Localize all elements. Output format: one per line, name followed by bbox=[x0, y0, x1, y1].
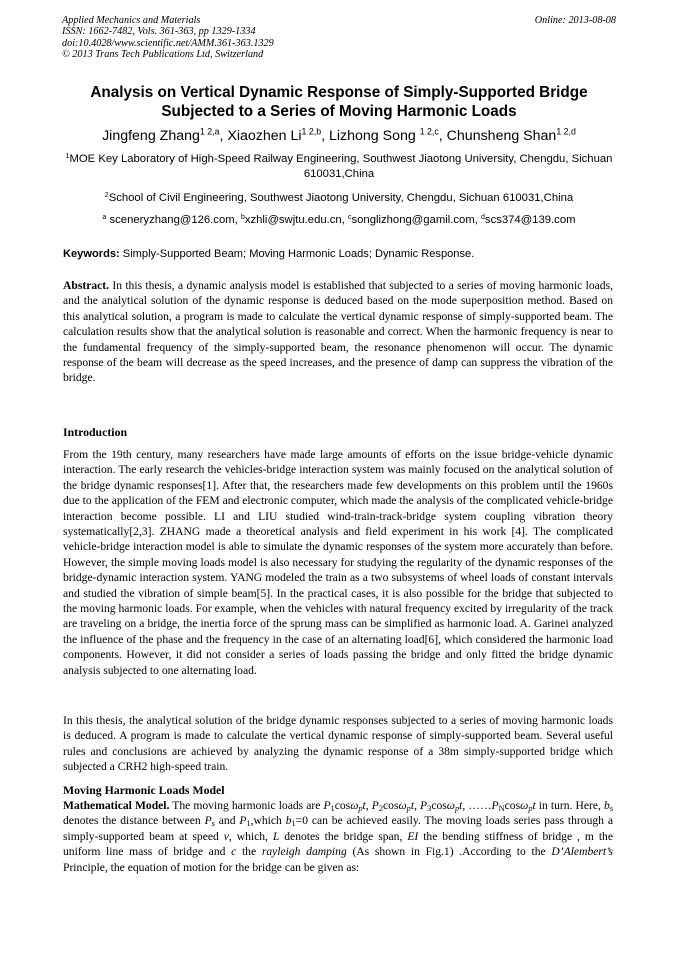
body-text: The moving harmonic loads are bbox=[169, 799, 324, 812]
math-subscript: 2 bbox=[378, 804, 384, 814]
math-symbol: ω bbox=[350, 799, 359, 812]
email-address[interactable]: xzhli@swjtu.edu.cn, bbox=[244, 214, 348, 226]
body-text: denotes the bridge span, bbox=[279, 829, 408, 843]
body-text: the bbox=[236, 845, 262, 859]
math-subscript: N bbox=[498, 804, 505, 814]
math-function: cos bbox=[504, 799, 521, 812]
math-symbol: t bbox=[362, 799, 366, 812]
math-symbol: t bbox=[532, 799, 536, 812]
email-mark: c bbox=[347, 213, 352, 221]
affiliation-2 bbox=[60, 191, 618, 206]
math-subscript: p bbox=[358, 804, 363, 814]
math-symbol: L bbox=[272, 829, 280, 843]
math-symbol: P bbox=[420, 799, 428, 812]
online-date: Online: 2013-08-08 bbox=[534, 15, 616, 26]
affiliation-mark: 2 bbox=[104, 191, 109, 199]
math-subscript: p bbox=[406, 804, 411, 814]
subsection-label: Mathematical Model. bbox=[63, 799, 170, 812]
author-affiliation-mark: 1 2,b bbox=[301, 126, 322, 137]
body-text: Principle, the equation of motion for the bridge can be given as: bbox=[63, 860, 360, 874]
email-mark: a bbox=[102, 213, 107, 221]
math-symbol: b bbox=[603, 799, 610, 812]
affiliation-text: School of Civil Engineering, Southwest Jiaotong University, Chengdu, Sichuan 610031,China bbox=[108, 192, 574, 204]
math-function: cos bbox=[383, 799, 399, 812]
body-text: denotes the distance between bbox=[63, 814, 205, 828]
math-symbol: ω bbox=[520, 799, 529, 812]
math-symbol: P bbox=[204, 814, 212, 828]
title-line-1: Analysis on Vertical Dynamic Response of Simply-Supported Bridge bbox=[90, 84, 588, 101]
math-subscript: s bbox=[211, 819, 215, 829]
affiliation-text: MOE Key Laboratory of High-Speed Railway Engineering, Southwest Jiaotong University, Chengdu, Sichuan 610031,China bbox=[69, 153, 613, 180]
math-symbol: ω bbox=[446, 799, 455, 812]
author-affiliation-mark: 1 2,a bbox=[199, 126, 220, 137]
body-text: , bbox=[365, 799, 372, 812]
journal-name: Applied Mechanics and Materials bbox=[62, 15, 201, 26]
math-subscript: 1 bbox=[291, 819, 296, 829]
math-symbol: P bbox=[491, 799, 499, 812]
math-symbol: t bbox=[459, 799, 463, 812]
journal-header bbox=[62, 15, 274, 60]
keywords-label: Keywords: bbox=[63, 248, 120, 260]
email-address[interactable]: scs374@139.com bbox=[484, 214, 576, 226]
body-text: …… bbox=[468, 799, 492, 812]
author-name: Chunsheng Shan bbox=[446, 128, 557, 144]
math-subscript: s bbox=[609, 804, 614, 814]
abstract-text: In this thesis, a dynamic analysis model is established that subjected to a series of moving harmonic loads, and the analytical solution of the dynamic response is deduced based on the mode superposition method. Based on this analytical solution, a program is made to calculate the vertical dynamic response of simply-supported beam. The calculation results show that the analytical solution is reasonable and correct. When the harmonic frequency is near to the fundamental frequency of the simply-supported beam, the resonance phenomenon will occur. The dynamic response of the beam will decrease as the speed increases, and the presence of damp can suppress the vibration of the bridge. bbox=[63, 279, 613, 385]
math-symbol: c bbox=[231, 845, 237, 859]
math-function: cos bbox=[431, 799, 447, 812]
mathematical-model-paragraph bbox=[63, 798, 613, 875]
email-address[interactable]: songlizhong@gamil.com, bbox=[351, 214, 482, 226]
copyright-line: © 2013 Trans Tech Publications Ltd, Switzerland bbox=[62, 48, 264, 60]
body-text: (As shown in Fig.1) .According to the bbox=[346, 845, 552, 859]
email-mark: d bbox=[481, 213, 485, 221]
author-affiliation-mark: 1 2,d bbox=[556, 126, 576, 137]
email-address[interactable]: sceneryzhang@126.com, bbox=[106, 214, 241, 226]
body-text: =0 can be achieved easily. The moving loads series pass through a simply-supported beam at speed bbox=[63, 814, 613, 843]
body-text: , bbox=[462, 799, 469, 812]
math-symbol: b bbox=[285, 814, 292, 828]
body-text: the bending stiffness of bridge , m the uniform line mass of bridge and bbox=[63, 829, 613, 859]
math-symbol: P bbox=[323, 799, 331, 812]
title-line-2: Subjected to a Series of Moving Harmonic Loads bbox=[161, 102, 517, 120]
issn-line: ISSN: 1662-7482, Vols. 361-363, pp 1329-1334 bbox=[62, 26, 256, 38]
introduction-paragraph-2: In this thesis, the analytical solution of the bridge dynamic responses subjected to a series of moving harmonic loads is deduced. A program is made to calculate the vertical dynamic response of simply-supported beam. Several useful rules and conclusions are achieved by analyzing the dynamic response of a 38m simply-supported bridge which subjected a CRH2 high-speed train. bbox=[63, 714, 613, 774]
emphasis-text: rayleigh damping bbox=[261, 845, 347, 859]
email-list bbox=[50, 213, 628, 227]
body-text: ,which bbox=[250, 814, 286, 828]
email-mark: b bbox=[240, 213, 245, 221]
author-name: Xiaozhen Li bbox=[227, 128, 302, 144]
math-symbol: v bbox=[223, 829, 229, 843]
body-text: , bbox=[414, 799, 421, 812]
keywords-text: Simply-Supported Beam; Moving Harmonic Loads; Dynamic Response. bbox=[119, 248, 475, 260]
math-subscript: p bbox=[528, 804, 533, 814]
math-symbol: t bbox=[410, 799, 415, 812]
affiliation-1 bbox=[60, 152, 618, 181]
author-name: Lizhong Song bbox=[328, 128, 420, 144]
math-function: cos bbox=[334, 799, 351, 812]
math-symbol: P bbox=[371, 799, 379, 812]
doi-line[interactable]: doi:10.4028/www.scientific.net/AMM.361-363.1329 bbox=[62, 37, 274, 49]
affiliation-mark: 1 bbox=[65, 152, 70, 160]
emphasis-text: D’Alembert’s bbox=[551, 845, 613, 859]
author-list: Jingfeng Zhang$^{1 2,a}$, Xiaozhen $Li^{1 2,b}$, Lizhong Song $^{1 2,c}$, Chunsheng Shan$^{1 2,d}$ bbox=[102, 126, 576, 144]
math-symbol: EI bbox=[407, 829, 419, 843]
math-subscript: 1 bbox=[330, 804, 335, 814]
introduction-paragraph-1: From the 19th century, many researchers have made large amounts of efforts on the issue bridge-vehicle dynamic interaction. The early research the vehicles-bridge interaction system was mainly focused on the analytical solution of the bridge dynamic responses[1]. After that, the researchers made few developments on this problem until the 1960s due to the application of the FEM and electronic computer, which made the analysis of the complicated vehicle-bridge interaction become possible. LI and LIU studied wind-train-track-bridge system coupling vibration theory systematically[2,3]. ZHANG made a theoretical analysis and field experiment in his work [4]. The complicated vehicle-bridge interaction model is able to simulate the dynamic responses of the system more accurately than before. However, the simple moving loads model is also necessary for studying the regularity of the dynamic responses of the bridge-dynamic interaction system. YANG modeled the train as a two subsystems of wheel loads of constant intervals and studied the vibration of simple beam[5]. In the practical cases, it is also possible for the bridge that subjected to the moving harmonic loads. For example, when the vehicles with natural frequency excited by irregularity of the track are traveling on a bridge, the inertia force of the sprung mass can be simplified as harmonic load. A. Garinei analyzed the influence of the phase and the frequency in the case of an alternating load[6], which considered the harmonic load components. However, it did not consider a series of loads passing the bridge and only fitted the bridge dynamic analysis subjected to one alternating load. bbox=[63, 448, 613, 677]
body-text: and bbox=[214, 814, 240, 828]
author-name: Jingfeng Zhang bbox=[102, 128, 200, 144]
math-subscript: 1 bbox=[246, 819, 251, 829]
math-symbol: ω bbox=[398, 799, 407, 812]
keywords bbox=[63, 247, 618, 261]
section-heading-introduction: Introduction bbox=[63, 425, 128, 439]
body-text: in turn. Here, bbox=[535, 799, 604, 812]
author-affiliation-mark: 1 2,c bbox=[419, 126, 439, 137]
math-subscript: 3 bbox=[427, 804, 432, 814]
abstract-label: Abstract. bbox=[63, 279, 110, 292]
paper-title bbox=[40, 84, 638, 121]
section-heading-moving-harmonic-loads: Moving Harmonic Loads Model bbox=[63, 783, 225, 797]
body-text: , which, bbox=[228, 829, 273, 843]
math-symbol: P bbox=[239, 814, 247, 828]
math-subscript: p bbox=[454, 804, 460, 814]
abstract bbox=[63, 278, 613, 386]
